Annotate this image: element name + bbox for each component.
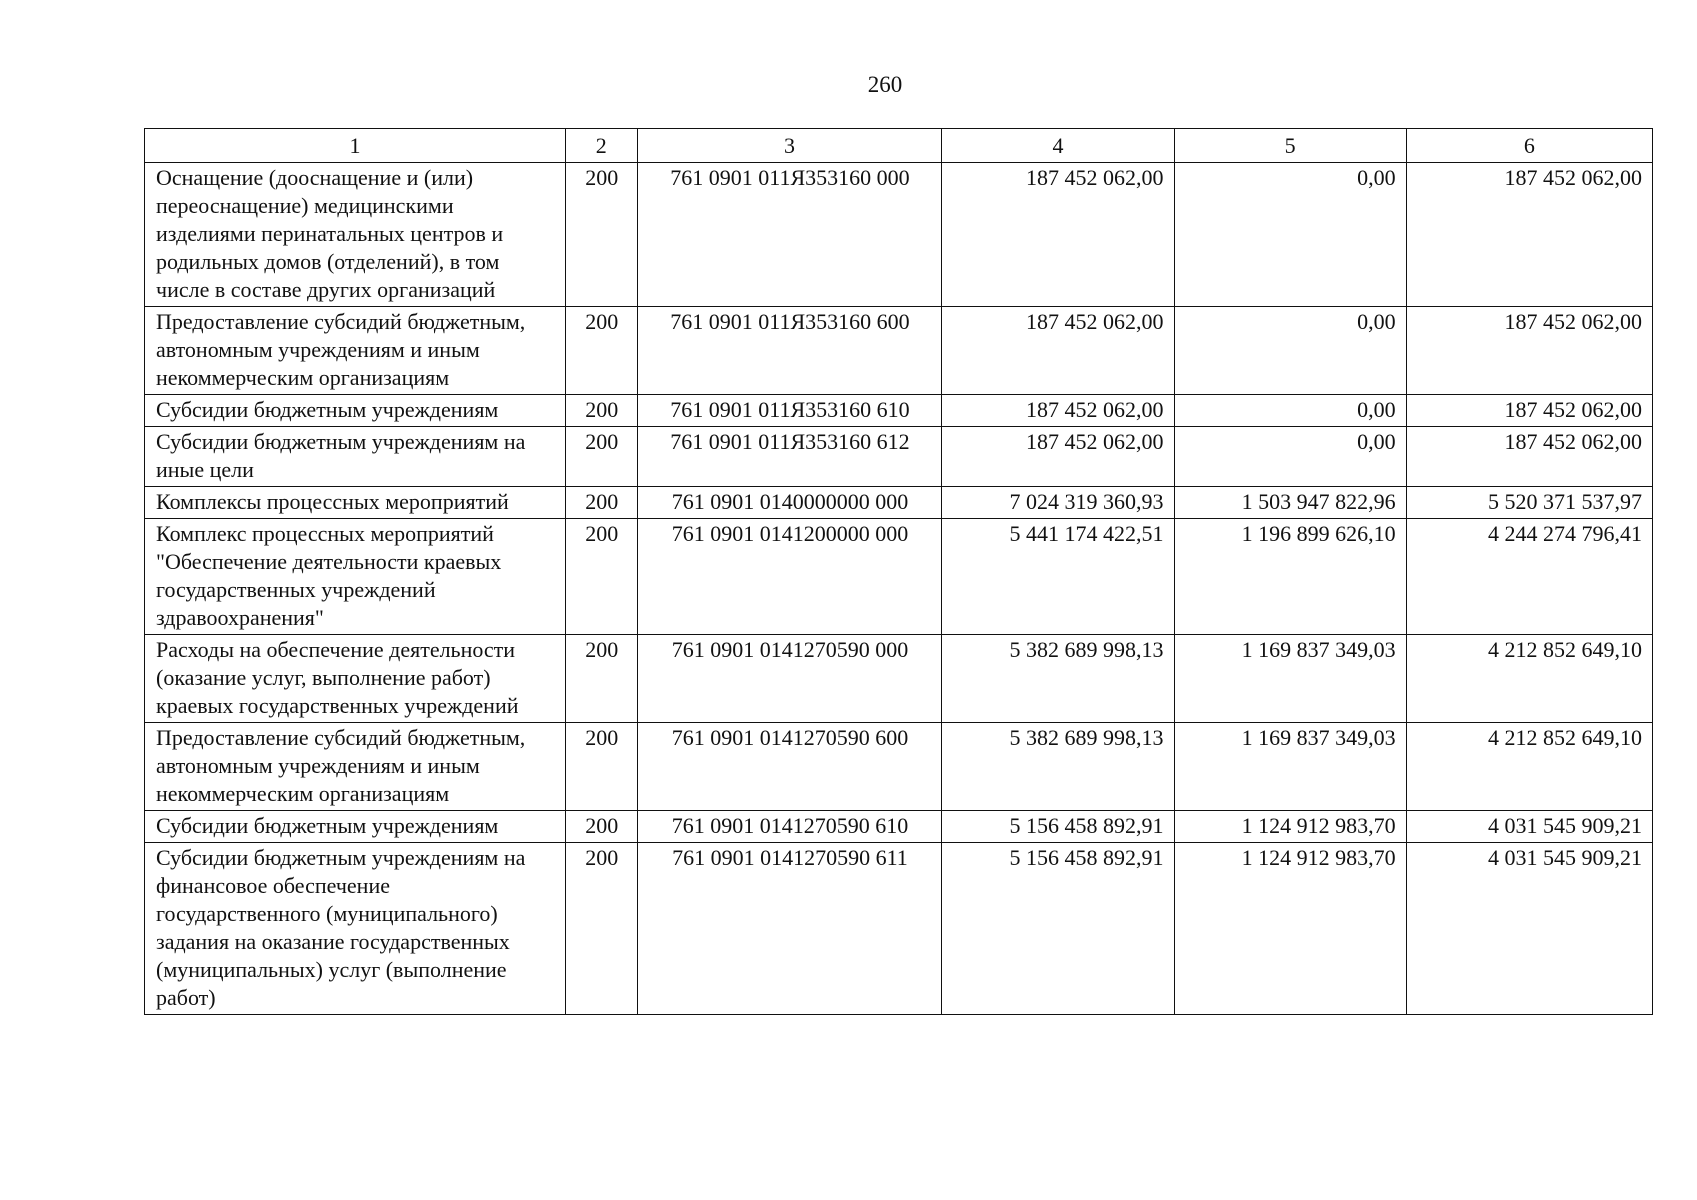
header-cell-2: 2: [565, 129, 637, 163]
row-col6-cell: 4 212 852 649,10: [1406, 723, 1652, 811]
row-kbk-cell: 761 0901 0140000000 000: [637, 487, 942, 519]
table-row: [145, 635, 1653, 723]
row-code-cell: 200: [565, 427, 637, 487]
table-row: [145, 487, 1653, 519]
row-kbk-cell: 761 0901 0141270590 600: [637, 723, 942, 811]
column-number-header-row: [145, 129, 1653, 163]
header-cell-1: 1: [145, 129, 566, 163]
header-cell-4: 4: [942, 129, 1174, 163]
row-name-cell: Предоставление субсидий бюджетным, автономным учреждениям и иным некоммерческим организациям: [145, 307, 566, 395]
row-name-cell: Субсидии бюджетным учреждениям: [145, 811, 566, 843]
row-col6-cell: 4 031 545 909,21: [1406, 843, 1652, 1015]
table-row: [145, 811, 1653, 843]
table-row: [145, 519, 1653, 635]
row-col5-cell: 0,00: [1174, 427, 1406, 487]
budget-table-body: [145, 129, 1653, 1015]
row-col4-cell: 187 452 062,00: [942, 307, 1174, 395]
row-name-cell: Предоставление субсидий бюджетным, автономным учреждениям и иным некоммерческим организациям: [145, 723, 566, 811]
row-kbk-cell: 761 0901 011Я353160 600: [637, 307, 942, 395]
row-code-cell: 200: [565, 811, 637, 843]
page-number: 260: [867, 72, 903, 97]
row-col4-cell: 5 382 689 998,13: [942, 635, 1174, 723]
row-name-cell: Расходы на обеспечение деятельности (оказание услуг, выполнение работ) краевых государственных учреждений: [145, 635, 566, 723]
row-col5-cell: 0,00: [1174, 307, 1406, 395]
row-col5-cell: 1 124 912 983,70: [1174, 811, 1406, 843]
row-code-cell: 200: [565, 163, 637, 307]
row-name-cell: Оснащение (дооснащение и (или) переоснащение) медицинскими изделиями перинатальных центров и родильных домов (отделений), в том числе в составе других организаций: [145, 163, 566, 307]
row-code-cell: 200: [565, 307, 637, 395]
row-col6-cell: 4 244 274 796,41: [1406, 519, 1652, 635]
row-col6-cell: 187 452 062,00: [1406, 163, 1652, 307]
budget-table: [144, 128, 1653, 1015]
row-col5-cell: 1 503 947 822,96: [1174, 487, 1406, 519]
row-col5-cell: 1 169 837 349,03: [1174, 635, 1406, 723]
table-row: [145, 843, 1653, 1015]
row-name-cell: Субсидии бюджетным учреждениям на финансовое обеспечение государственного (муниципального) задания на оказание государственных (муниципальных) услуг (выполнение работ): [145, 843, 566, 1015]
table-row: [145, 395, 1653, 427]
row-col5-cell: 1 124 912 983,70: [1174, 843, 1406, 1015]
row-kbk-cell: 761 0901 011Я353160 612: [637, 427, 942, 487]
table-row: [145, 427, 1653, 487]
row-kbk-cell: 761 0901 011Я353160 610: [637, 395, 942, 427]
table-row: [145, 163, 1653, 307]
header-cell-5: 5: [1174, 129, 1406, 163]
row-col4-cell: 5 441 174 422,51: [942, 519, 1174, 635]
row-col6-cell: 187 452 062,00: [1406, 395, 1652, 427]
row-code-cell: 200: [565, 487, 637, 519]
row-name-cell: Субсидии бюджетным учреждениям на иные цели: [145, 427, 566, 487]
row-kbk-cell: 761 0901 0141270590 000: [637, 635, 942, 723]
row-kbk-cell: 761 0901 0141270590 611: [637, 843, 942, 1015]
row-code-cell: 200: [565, 635, 637, 723]
row-code-cell: 200: [565, 519, 637, 635]
header-cell-6: 6: [1406, 129, 1652, 163]
row-kbk-cell: 761 0901 011Я353160 000: [637, 163, 942, 307]
row-kbk-cell: 761 0901 0141270590 610: [637, 811, 942, 843]
row-col6-cell: 5 520 371 537,97: [1406, 487, 1652, 519]
row-col4-cell: 5 382 689 998,13: [942, 723, 1174, 811]
row-col6-cell: 187 452 062,00: [1406, 427, 1652, 487]
row-col5-cell: 1 169 837 349,03: [1174, 723, 1406, 811]
row-col5-cell: 0,00: [1174, 163, 1406, 307]
row-col6-cell: 4 031 545 909,21: [1406, 811, 1652, 843]
row-code-cell: 200: [565, 723, 637, 811]
row-col4-cell: 7 024 319 360,93: [942, 487, 1174, 519]
row-col4-cell: 187 452 062,00: [942, 395, 1174, 427]
row-kbk-cell: 761 0901 0141200000 000: [637, 519, 942, 635]
row-col5-cell: 1 196 899 626,10: [1174, 519, 1406, 635]
table-row: [145, 307, 1653, 395]
row-col6-cell: 4 212 852 649,10: [1406, 635, 1652, 723]
row-col5-cell: 0,00: [1174, 395, 1406, 427]
row-name-cell: Комплексы процессных мероприятий: [145, 487, 566, 519]
row-name-cell: Субсидии бюджетным учреждениям: [145, 395, 566, 427]
row-name-cell: Комплекс процессных мероприятий "Обеспечение деятельности краевых государственных учреждений здравоохранения": [145, 519, 566, 635]
row-col4-cell: 5 156 458 892,91: [942, 843, 1174, 1015]
row-code-cell: 200: [565, 395, 637, 427]
table-row: [145, 723, 1653, 811]
row-col6-cell: 187 452 062,00: [1406, 307, 1652, 395]
row-col4-cell: 187 452 062,00: [942, 163, 1174, 307]
header-cell-3: 3: [637, 129, 942, 163]
row-col4-cell: 5 156 458 892,91: [942, 811, 1174, 843]
row-col4-cell: 187 452 062,00: [942, 427, 1174, 487]
row-code-cell: 200: [565, 843, 637, 1015]
